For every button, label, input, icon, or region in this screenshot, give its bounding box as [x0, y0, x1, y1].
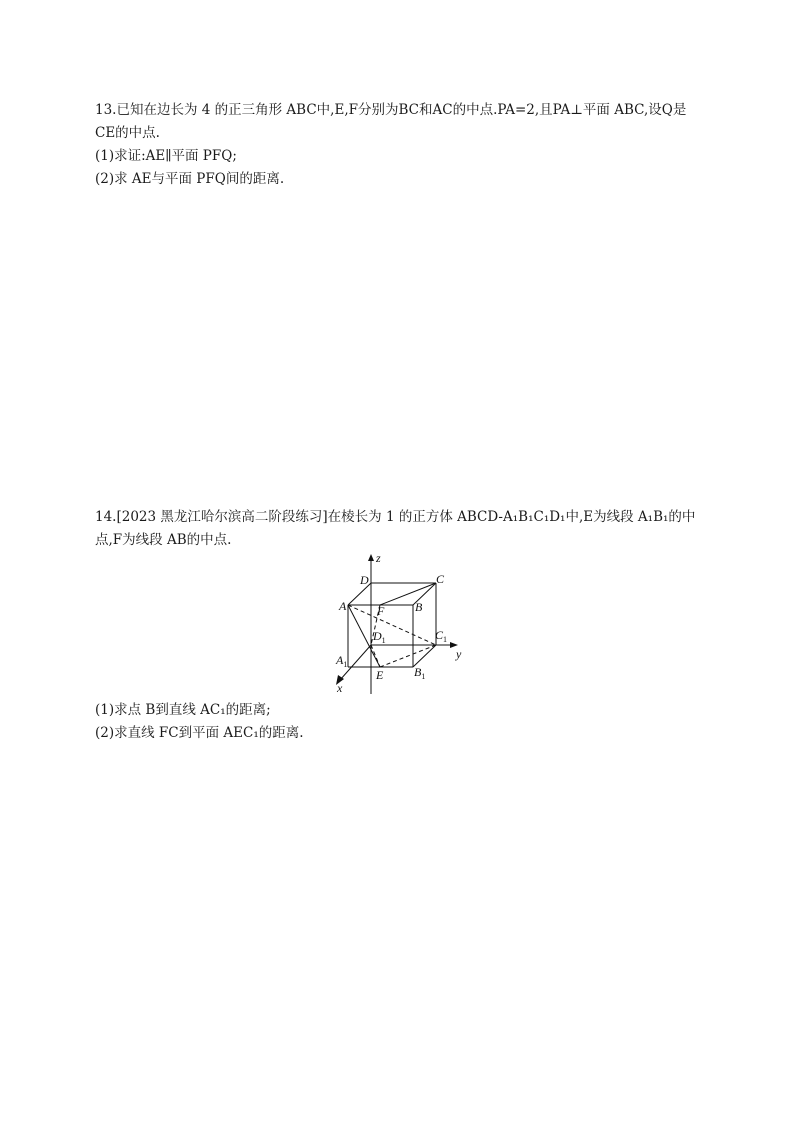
label-C: C — [436, 572, 445, 586]
label-D: D — [360, 573, 369, 587]
label-F: F — [377, 604, 385, 618]
label-C1: $C_1$ — [435, 628, 448, 644]
label-B: B — [415, 600, 423, 614]
segment-AC1 — [348, 605, 436, 645]
edge-B1C1 — [413, 645, 436, 667]
label-z: z — [376, 552, 381, 565]
label-B1: $B_1$ — [414, 665, 426, 681]
segment-EC1 — [380, 645, 436, 667]
q14-line1: 14.[2023 黑龙江哈尔滨高二阶段练习]在棱长为 1 的正方体 ABCD-A₁B₁C₁D₁中,E为线段 A₁B₁的中 — [95, 509, 696, 525]
label-x: x — [337, 681, 343, 695]
q14-part1: (1)求点 B到直线 AC₁的距离; — [95, 702, 271, 718]
label-A: A — [339, 599, 347, 613]
segment-FC — [380, 583, 436, 605]
label-D1: $D_1$ — [373, 629, 386, 645]
q13-line1: 13.已知在边长为 4 的正三角形 ABC中,E,F分别为BC和AC的中点.PA=2,且PA⊥平面 ABC,设Q是 — [95, 102, 687, 118]
q14-line2: 点,F为线段 AB的中点. — [95, 532, 232, 548]
q14-part2: (2)求直线 FC到平面 AEC₁的距离. — [95, 725, 304, 741]
cube-figure — [328, 552, 468, 697]
q13-part2: (2)求 AE与平面 PFQ间的距离. — [95, 171, 285, 187]
label-E: E — [376, 668, 384, 682]
q13-line2: CE的中点. — [95, 125, 160, 141]
label-y: y — [456, 647, 462, 661]
label-A1: $A_1$ — [336, 653, 348, 669]
z-axis-arrow — [368, 554, 374, 561]
q13-part1: (1)求证:AE∥平面 PFQ; — [95, 148, 237, 164]
